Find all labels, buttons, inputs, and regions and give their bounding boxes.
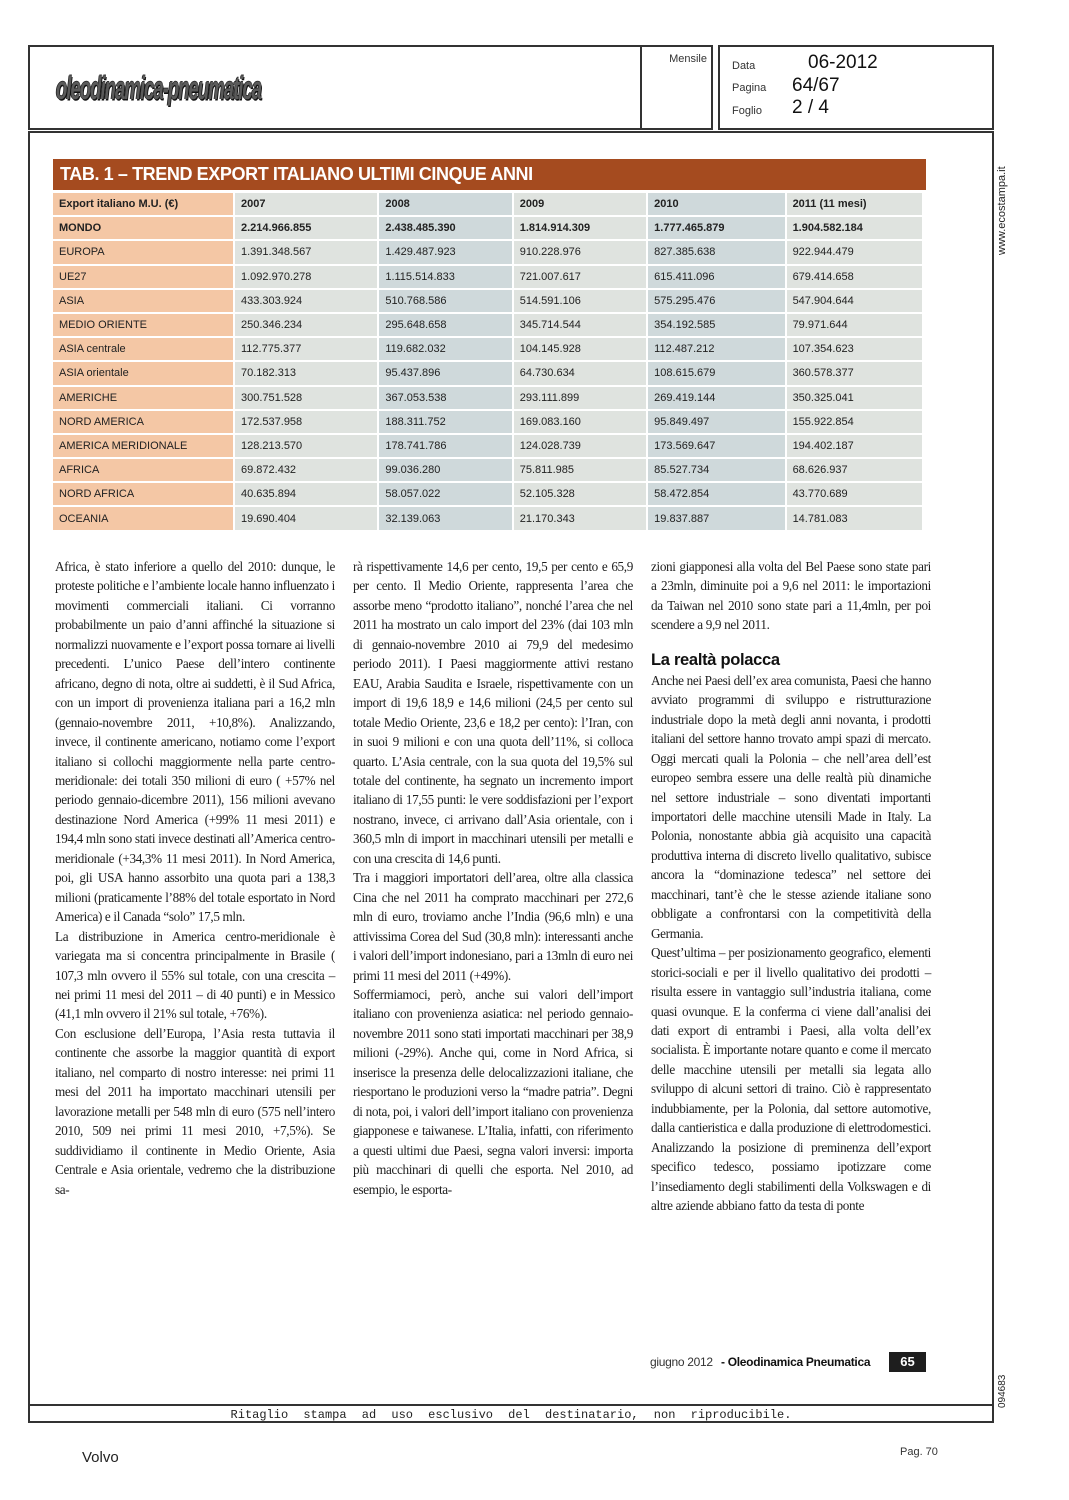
value-cell: 19.690.404	[235, 507, 377, 529]
row-label-cell: AMERICA MERIDIONALE	[53, 435, 233, 457]
row-label-cell: NORD AFRICA	[53, 483, 233, 505]
row-label-cell: AFRICA	[53, 459, 233, 481]
value-cell: 360.578.377	[787, 362, 922, 384]
value-cell: 910.228.976	[514, 241, 646, 263]
value-cell: 1.904.582.184	[787, 217, 922, 239]
article-column-2	[353, 557, 633, 1199]
footer-month: giugno 2012	[650, 1355, 713, 1369]
article-column-1	[55, 557, 335, 1199]
row-label-cell: OCEANIA	[53, 507, 233, 529]
value-cell: 615.411.096	[648, 266, 784, 288]
value-cell: 1.391.348.567	[235, 241, 377, 263]
clipping-meta-box	[718, 45, 994, 130]
value-cell: 104.145.928	[514, 338, 646, 360]
value-cell: 108.615.679	[648, 362, 784, 384]
meta-label: Foglio	[732, 105, 762, 117]
frequency-box	[640, 45, 713, 130]
value-cell: 194.402.187	[787, 435, 922, 457]
value-cell: 2009	[514, 193, 646, 215]
value-cell: 85.527.734	[648, 459, 784, 481]
archive-page-number: Pag. 70	[900, 1446, 938, 1458]
table-row	[53, 338, 922, 360]
value-cell: 68.626.937	[787, 459, 922, 481]
meta-value: 64/67	[792, 75, 840, 96]
value-cell: 32.139.063	[379, 507, 511, 529]
value-cell: 95.437.896	[379, 362, 511, 384]
value-cell: 64.730.634	[514, 362, 646, 384]
side-url: www.ecostampa.it	[996, 166, 1008, 255]
value-cell: 922.944.479	[787, 241, 922, 263]
value-cell: 52.105.328	[514, 483, 646, 505]
value-cell: 269.419.144	[648, 387, 784, 409]
value-cell: 69.872.432	[235, 459, 377, 481]
client-name: Volvo	[82, 1449, 119, 1466]
table-row	[53, 217, 922, 239]
value-cell: 128.213.570	[235, 435, 377, 457]
table-title: TAB. 1 – TREND EXPORT ITALIANO ULTIMI CINQUE ANNI	[53, 159, 926, 190]
value-cell: 1.777.465.879	[648, 217, 784, 239]
table-row	[53, 290, 922, 312]
value-cell: 354.192.585	[648, 314, 784, 336]
value-cell: 70.182.313	[235, 362, 377, 384]
value-cell: 112.487.212	[648, 338, 784, 360]
row-label-cell: Export italiano M.U. (€)	[53, 193, 233, 215]
value-cell: 2011 (11 mesi)	[787, 193, 922, 215]
disclaimer: Ritaglio stampa ad uso esclusivo del destinatario, non riproducibile.	[28, 1404, 994, 1423]
table-row	[53, 507, 922, 529]
value-cell: 40.635.894	[235, 483, 377, 505]
paragraph: Anche nei Paesi dell’ex area comunista, Paesi che hanno avviato programmi di sviluppo e ristrutturazione industriale dopo la metà degli anni novanta, i prodotti italiani del settore hanno trovato ampi spazi di mercato. Oggi mercati quali la Polonia – che nell’area dell’est europeo sembra essere una delle realtà più dinamiche nel settore industriale – sono diventati importanti importatori delle macchine utensili Made in Italy. La Polonia, nonostante abbia già acquisito una capacità produttiva interna di discreto livello qualitativo, subisce ancora la “dominazione tedesca” nel settore dei macchinari, tant’è che le stesse aziende italiane sono obbligate a confrontarsi con la competitività della Germania.	[651, 672, 931, 941]
paragraph: Quest’ultima – per posizionamento geografico, elementi storici-sociali e per il livello qualitativo dei prodotti – risulta essere in vantaggio sull’industria italiana, come quasi ovunque. E la conferma ci viene dall’analisi dei dati export di entrambi i Paesi, alla volta dell’ex socialista. È importante notare quanto e come il mercato delle macchine utensili per metalli sia legata allo sviluppo di alcuni settori di traino. Ciò è rappresentato indubbiamente, per la Polonia, dal settore automotive, dalla cantieristica e dalla produzione di elettrodomestici. Analizzando la posizione di preminenza dell’export specifico tedesco, possiamo ipotizzare come l’insediamento degli stabilimenti della Volkswagen e di altre aziende abbiano fatto da testa di ponte	[651, 945, 931, 1214]
value-cell: 155.922.854	[787, 411, 922, 433]
row-label-cell: UE27	[53, 266, 233, 288]
value-cell: 433.303.924	[235, 290, 377, 312]
value-cell: 547.904.644	[787, 290, 922, 312]
value-cell: 679.414.658	[787, 266, 922, 288]
value-cell: 510.768.586	[379, 290, 511, 312]
value-cell: 43.770.689	[787, 483, 922, 505]
value-cell: 58.472.854	[648, 483, 784, 505]
paragraph: rà rispettivamente 14,6 per cento, 19,5 per cento e 65,9 per cento. Il Medio Oriente, rappresenta l’area che assorbe meno “prodotto italiano”, nonché l’area che nel 2011 ha mostrato un calo import del 23% (dai 103 mln di gennaio-novembre 2010 ai 79,9 del medesimo periodo 2011). I Paesi maggiormente attivi restano EAU, Arabia Saudita e Israele, rispettivamente con un import di 19,6 18,9 e 14,6 milioni (24,5 per cento sul totale Medio Oriente, 23,6 e 18,2 per cento): l’Iran, con in suoi 9 milioni e con una quota dell’11%, si colloca quarto. L’Asia centrale, con la sua quota del 19,5% sul totale del continente, ha segnato un incremento import italiano di 17,55 punti: le vere soddisfazioni per l’export nostrano, invece, ci arrivano dall’Asia orientale, con i 360,5 mln di import in macchinari utensili per metalli e con una crescita di 14,6 punti.	[353, 559, 633, 866]
value-cell: 112.775.377	[235, 338, 377, 360]
table-row	[53, 387, 922, 409]
paragraph: Africa, è stato inferiore a quello del 2010: dunque, le proteste politiche e l’ambiente locale hanno influenzato i movimenti commerciali italiani. Ci vorranno probabilmente un paio d’anni affinché la situazione si normalizzi nuovamente e l’export possa tornare ai livelli precedenti. L’unico Paese dell’intero continente africano, degno di nota, oltre ai suddetti, è il Sud Africa, con un import di provenienza italiana pari a 16,2 mln (gennaio-novembre 2011, +10,8%). Analizzando, invece, il continente americano, notiamo come l’export italiano si collochi maggiormente nella parte centro-meridionale: dei totali 350 milioni di euro ( +57% nel periodo gennaio-dicembre 2011), 156 milioni avevano destinazione Nord America (+99% 11 mesi 2011) e 194,4 mln sono stati invece destinati all’America centro-meridionale (+34,3% 11 mesi 2011). In Nord America, poi, gli USA hanno assorbito una quota pari a 138,3 milioni (praticamente l’88% del totale esportato in Nord America) e il Canada “solo” 17,5 mln.	[55, 559, 335, 925]
page-footer	[650, 1352, 930, 1374]
value-cell: 99.036.280	[379, 459, 511, 481]
table-row	[53, 435, 922, 457]
value-cell: 169.083.160	[514, 411, 646, 433]
page-number-badge: 65	[889, 1352, 926, 1372]
table-header-row	[53, 193, 922, 215]
section-heading: La realtà polacca	[651, 650, 780, 669]
paragraph: Tra i maggiori importatori dell’area, oltre alla classica Cina che nel 2011 ha comprato macchinari per 272,6 mln di euro, troviamo anche l’India (96,6 mln) e una attivissima Corea del Sud (30,8 mln): interessanti anche i valori dell’import indonesiano, pari a 13mln di euro nei primi 11 mesi del 2011 (+49%).	[353, 870, 634, 983]
value-cell: 250.346.234	[235, 314, 377, 336]
value-cell: 295.648.658	[379, 314, 511, 336]
paragraph: Con esclusione dell’Europa, l’Asia resta tuttavia il continente che assorbe la maggior quantità di export italiano, nel comparto di nostro interesse: nei primi 11 mesi del 2011 ha importato macchinari utensili per lavorazione metalli per 548 mln di euro (575 nell’intero 2010, 509 nei primi 11 mesi 2010, +7,5%). Se suddividiamo il continente in Medio Oriente, Asia Centrale e Asia orientale, vedremo che la distribuzione sa-	[55, 1025, 335, 1197]
row-label-cell: ASIA orientale	[53, 362, 233, 384]
table-row	[53, 411, 922, 433]
value-cell: 21.170.343	[514, 507, 646, 529]
row-label-cell: ASIA centrale	[53, 338, 233, 360]
value-cell: 827.385.638	[648, 241, 784, 263]
footer-magazine: - Oleodinamica Pneumatica	[721, 1355, 871, 1369]
value-cell: 1.115.514.833	[379, 266, 511, 288]
value-cell: 1.429.487.923	[379, 241, 511, 263]
value-cell: 1.092.970.278	[235, 266, 377, 288]
value-cell: 172.537.958	[235, 411, 377, 433]
row-label-cell: ASIA	[53, 290, 233, 312]
value-cell: 173.569.647	[648, 435, 784, 457]
table-row	[53, 362, 922, 384]
value-cell: 95.849.497	[648, 411, 784, 433]
value-cell: 293.111.899	[514, 387, 646, 409]
row-label-cell: AMERICHE	[53, 387, 233, 409]
value-cell: 124.028.739	[514, 435, 646, 457]
value-cell: 178.741.786	[379, 435, 511, 457]
paragraph: zioni giapponesi alla volta del Bel Paese sono state pari a 23mln, diminuite poi a 9,6 nel 2011: le importazioni da Taiwan nel 2010 sono state pari a 11,4mln, per poi scendere a 9,9 nel 2011.	[651, 559, 931, 633]
value-cell: 79.971.644	[787, 314, 922, 336]
meta-label: Data	[732, 60, 756, 72]
row-label-cell: MEDIO ORIENTE	[53, 314, 233, 336]
table-row	[53, 314, 922, 336]
value-cell: 300.751.528	[235, 387, 377, 409]
side-code: 094683	[997, 1374, 1008, 1408]
masthead-box	[28, 45, 711, 130]
paragraph: Soffermiamoci, però, anche sui valori dell’import italiano con provenienza asiatica: nel periodo gennaio-novembre 2011 sono stati importati macchinari per 38,9 milioni (-29%). Anche qui, come in Nord Africa, si inserisce la presenza delle delocalizzazioni italiane, che riesportano le produzioni verso la “madre patria”. Degni di nota, poi, i valori dell’import italiano con provenienza giapponese e taiwanese. L’Italia, infatti, con riferimento a questi ultimi due Paesi, segna valori inversi: importa più macchinari di quelli che esporta. Nel 2010, ad esempio, le esporta-	[353, 986, 633, 1197]
table-row	[53, 483, 922, 505]
row-label-cell: NORD AMERICA	[53, 411, 233, 433]
value-cell: 350.325.041	[787, 387, 922, 409]
value-cell: 14.781.083	[787, 507, 922, 529]
value-cell: 58.057.022	[379, 483, 511, 505]
value-cell: 75.811.985	[514, 459, 646, 481]
meta-label: Pagina	[732, 82, 767, 94]
table-row	[53, 241, 922, 263]
value-cell: 188.311.752	[379, 411, 511, 433]
value-cell: 2.214.966.855	[235, 217, 377, 239]
value-cell: 2007	[235, 193, 377, 215]
table-row	[53, 459, 922, 481]
value-cell: 19.837.887	[648, 507, 784, 529]
meta-value: 2 / 4	[792, 97, 829, 118]
row-label-cell: EUROPA	[53, 241, 233, 263]
row-label-cell: MONDO	[53, 217, 233, 239]
paragraph: La distribuzione in America centro-meridionale è variegata ma si concentra principalmente in Brasile ( 107,3 mln ovvero il 55% sul totale, con una crescita – nei primi 11 mesi del 2011 – di 40 punti) e in Messico (41,1 mln ovvero il 21% sul totale, +76%).	[55, 928, 335, 1022]
value-cell: 345.714.544	[514, 314, 646, 336]
value-cell: 107.354.623	[787, 338, 922, 360]
table-row	[53, 266, 922, 288]
value-cell: 119.682.032	[379, 338, 511, 360]
value-cell: 1.814.914.309	[514, 217, 646, 239]
value-cell: 367.053.538	[379, 387, 511, 409]
value-cell: 2.438.485.390	[379, 217, 511, 239]
magazine-logo: oleodinamica-pneumatica	[56, 69, 262, 107]
value-cell: 2010	[648, 193, 784, 215]
export-table	[51, 191, 924, 532]
meta-value: 06-2012	[808, 52, 878, 73]
value-cell: 575.295.476	[648, 290, 784, 312]
value-cell: 721.007.617	[514, 266, 646, 288]
value-cell: 514.591.106	[514, 290, 646, 312]
frequency-label: Mensile	[669, 53, 707, 65]
article-column-3	[651, 557, 931, 1216]
value-cell: 2008	[379, 193, 511, 215]
